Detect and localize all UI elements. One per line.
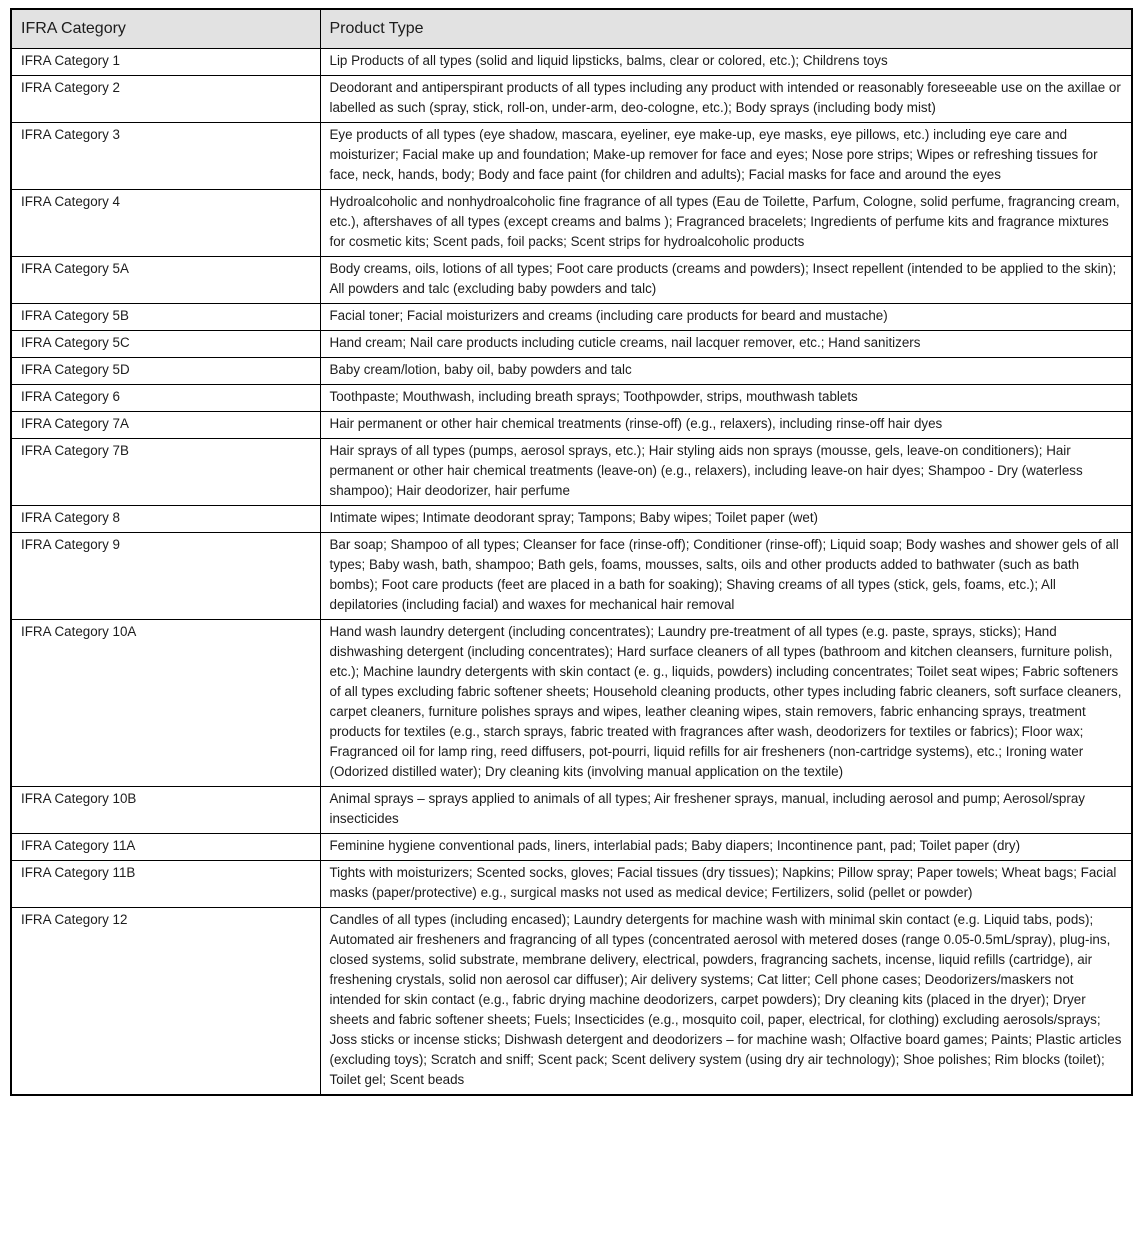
- ifra-category-cell: IFRA Category 11A: [11, 834, 320, 861]
- ifra-category-cell: IFRA Category 4: [11, 190, 320, 257]
- product-type-cell: Intimate wipes; Intimate deodorant spray; Tampons; Baby wipes; Toilet paper (wet): [320, 506, 1132, 533]
- table-row: [11, 620, 1132, 787]
- product-type-cell: Hand wash laundry detergent (including concentrates); Laundry pre-treatment of all types (e.g. paste, sprays, sticks); Hand dishwashing detergent (including concentrates); Hard surface cleaners of all types (bathroom and kitchen cleansers, furniture polish, etc.); Machine laundry detergents with skin contact (e. g., liquids, powders) including concentrates; Toilet seat wipes; Fabric softeners of all types excluding fabric softener sheets; Household cleaning products, other types including fabric cleaners, soft surface cleaners, carpet cleaners, furniture polishes sprays and wipes, leather cleaning wipes, stain removers, fabric enhancing sprays, treatment products for textiles (e.g., starch sprays, fabric treated with fragrances after wash, deodorizers for textiles or fabrics); Floor wax; Fragranced oil for lamp ring, reed diffusers, pot-pourri, liquid refills for air fresheners (non-cartridge systems), etc.; Ironing water (Odorized distilled water); Dry cleaning kits (involving manual application on the textile): [320, 620, 1132, 787]
- product-type-cell: Facial toner; Facial moisturizers and creams (including care products for beard and mustache): [320, 304, 1132, 331]
- table-row: [11, 533, 1132, 620]
- product-type-cell: Hair sprays of all types (pumps, aerosol sprays, etc.); Hair styling aids non sprays (mousse, gels, leave-on conditioners); Hair permanent or other hair chemical treatments (leave-on) (e.g., relaxers), including leave-on hair dyes; Shampoo - Dry (waterless shampoo); Hair deodorizer, hair perfume: [320, 439, 1132, 506]
- product-type-cell: Animal sprays – sprays applied to animals of all types; Air freshener sprays, manual, including aerosol and pump; Aerosol/spray insecticides: [320, 787, 1132, 834]
- table-body: [11, 49, 1132, 1096]
- product-type-cell: Deodorant and antiperspirant products of all types including any product with intended or reasonably foreseeable use on the axillae or labelled as such (spray, stick, roll-on, under-arm, deo-cologne, etc.); Body sprays (including body mist): [320, 76, 1132, 123]
- ifra-category-cell: IFRA Category 10B: [11, 787, 320, 834]
- ifra-category-cell: IFRA Category 10A: [11, 620, 320, 787]
- product-type-cell: Hand cream; Nail care products including cuticle creams, nail lacquer remover, etc.; Hand sanitizers: [320, 331, 1132, 358]
- table-row: [11, 412, 1132, 439]
- ifra-category-cell: IFRA Category 5B: [11, 304, 320, 331]
- product-type-cell: Candles of all types (including encased); Laundry detergents for machine wash with minimal skin contact (e.g. Liquid tabs, pods); Automated air fresheners and fragrancing of all types (concentrated aerosol with metered doses (range 0.05-0.5mL/spray), plug-ins, closed systems, solid substrate, membrane delivery, electrical, powders, fragrancing sachets, incense, liquid refills (cartridge), air freshening crystals, solid non aerosol car diffuser); Air delivery systems; Cat litter; Cell phone cases; Deodorizers/maskers not intended for skin contact (e.g., fabric drying machine deodorizers, carpet powders); Dry cleaning kits (placed in the dryer); Dryer sheets and fabric softener sheets; Fuels; Insecticides (e.g., mosquito coil, paper, electrical, for clothing) excluding aerosols/sprays; Joss sticks or incense sticks; Dishwash detergent and deodorizers – for machine wash; Olfactive board games; Paints; Plastic articles (excluding toys); Scratch and sniff; Scent pack; Scent delivery system (using dry air technology); Shoe polishes; Rim blocks (toilet); Toilet gel; Scent beads: [320, 908, 1132, 1096]
- product-type-cell: Lip Products of all types (solid and liquid lipsticks, balms, clear or colored, etc.); Childrens toys: [320, 49, 1132, 76]
- header-product-type: Product Type: [320, 9, 1132, 49]
- ifra-category-cell: IFRA Category 11B: [11, 861, 320, 908]
- product-type-cell: Bar soap; Shampoo of all types; Cleanser for face (rinse-off); Conditioner (rinse-off); Liquid soap; Body washes and shower gels of all types; Baby wash, bath, shampoo; Bath gels, foams, mousses, salts, oils and other products added to bathwater (such as bath bombs); Foot care products (feet are placed in a bath for soaking); Shaving creams of all types (stick, gels, foams, etc.); All depilatories (including facial) and waxes for mechanical hair removal: [320, 533, 1132, 620]
- product-type-cell: Feminine hygiene conventional pads, liners, interlabial pads; Baby diapers; Incontinence pant, pad; Toilet paper (dry): [320, 834, 1132, 861]
- product-type-cell: Baby cream/lotion, baby oil, baby powders and talc: [320, 358, 1132, 385]
- ifra-category-cell: IFRA Category 9: [11, 533, 320, 620]
- table-row: [11, 861, 1132, 908]
- table-row: [11, 506, 1132, 533]
- ifra-category-cell: IFRA Category 2: [11, 76, 320, 123]
- header-ifra-category: IFRA Category: [11, 9, 320, 49]
- table-row: [11, 385, 1132, 412]
- table-row: [11, 331, 1132, 358]
- table-row: [11, 439, 1132, 506]
- table-row: [11, 190, 1132, 257]
- ifra-category-cell: IFRA Category 5C: [11, 331, 320, 358]
- ifra-category-cell: IFRA Category 12: [11, 908, 320, 1096]
- table-row: [11, 76, 1132, 123]
- product-type-cell: Body creams, oils, lotions of all types; Foot care products (creams and powders); Insect repellent (intended to be applied to the skin); All powders and talc (excluding baby powders and talc): [320, 257, 1132, 304]
- ifra-category-cell: IFRA Category 7B: [11, 439, 320, 506]
- product-type-cell: Tights with moisturizers; Scented socks, gloves; Facial tissues (dry tissues); Napkins; Pillow spray; Paper towels; Wheat bags; Facial masks (paper/protective) e.g., surgical masks not used as medical device; Fertilizers, solid (pellet or powder): [320, 861, 1132, 908]
- table-row: [11, 358, 1132, 385]
- ifra-category-cell: IFRA Category 5A: [11, 257, 320, 304]
- product-type-cell: Eye products of all types (eye shadow, mascara, eyeliner, eye make-up, eye masks, eye pillows, etc.) including eye care and moisturizer; Facial make up and foundation; Make-up remover for face and eyes; Nose pore strips; Wipes or refreshing tissues for face, neck, hands, body; Body and face paint (for children and adults); Facial masks for face and around the eyes: [320, 123, 1132, 190]
- table-row: [11, 787, 1132, 834]
- table-row: [11, 49, 1132, 76]
- ifra-category-cell: IFRA Category 7A: [11, 412, 320, 439]
- product-type-cell: Hair permanent or other hair chemical treatments (rinse-off) (e.g., relaxers), including rinse-off hair dyes: [320, 412, 1132, 439]
- ifra-category-cell: IFRA Category 3: [11, 123, 320, 190]
- table-header: [11, 9, 1132, 49]
- ifra-category-cell: IFRA Category 5D: [11, 358, 320, 385]
- ifra-category-cell: IFRA Category 8: [11, 506, 320, 533]
- ifra-category-cell: IFRA Category 6: [11, 385, 320, 412]
- ifra-category-cell: IFRA Category 1: [11, 49, 320, 76]
- product-type-cell: Toothpaste; Mouthwash, including breath sprays; Toothpowder, strips, mouthwash tablets: [320, 385, 1132, 412]
- header-row: [11, 9, 1132, 49]
- table-row: [11, 834, 1132, 861]
- ifra-category-table: [10, 8, 1133, 1096]
- table-row: [11, 908, 1132, 1096]
- table-row: [11, 304, 1132, 331]
- table-row: [11, 123, 1132, 190]
- product-type-cell: Hydroalcoholic and nonhydroalcoholic fine fragrance of all types (Eau de Toilette, Parfum, Cologne, solid perfume, fragrancing cream, etc.), aftershaves of all types (except creams and balms ); Fragranced bracelets; Ingredients of perfume kits and fragrance mixtures for cosmetic kits; Scent pads, foil packs; Scent strips for hydroalcoholic products: [320, 190, 1132, 257]
- table-row: [11, 257, 1132, 304]
